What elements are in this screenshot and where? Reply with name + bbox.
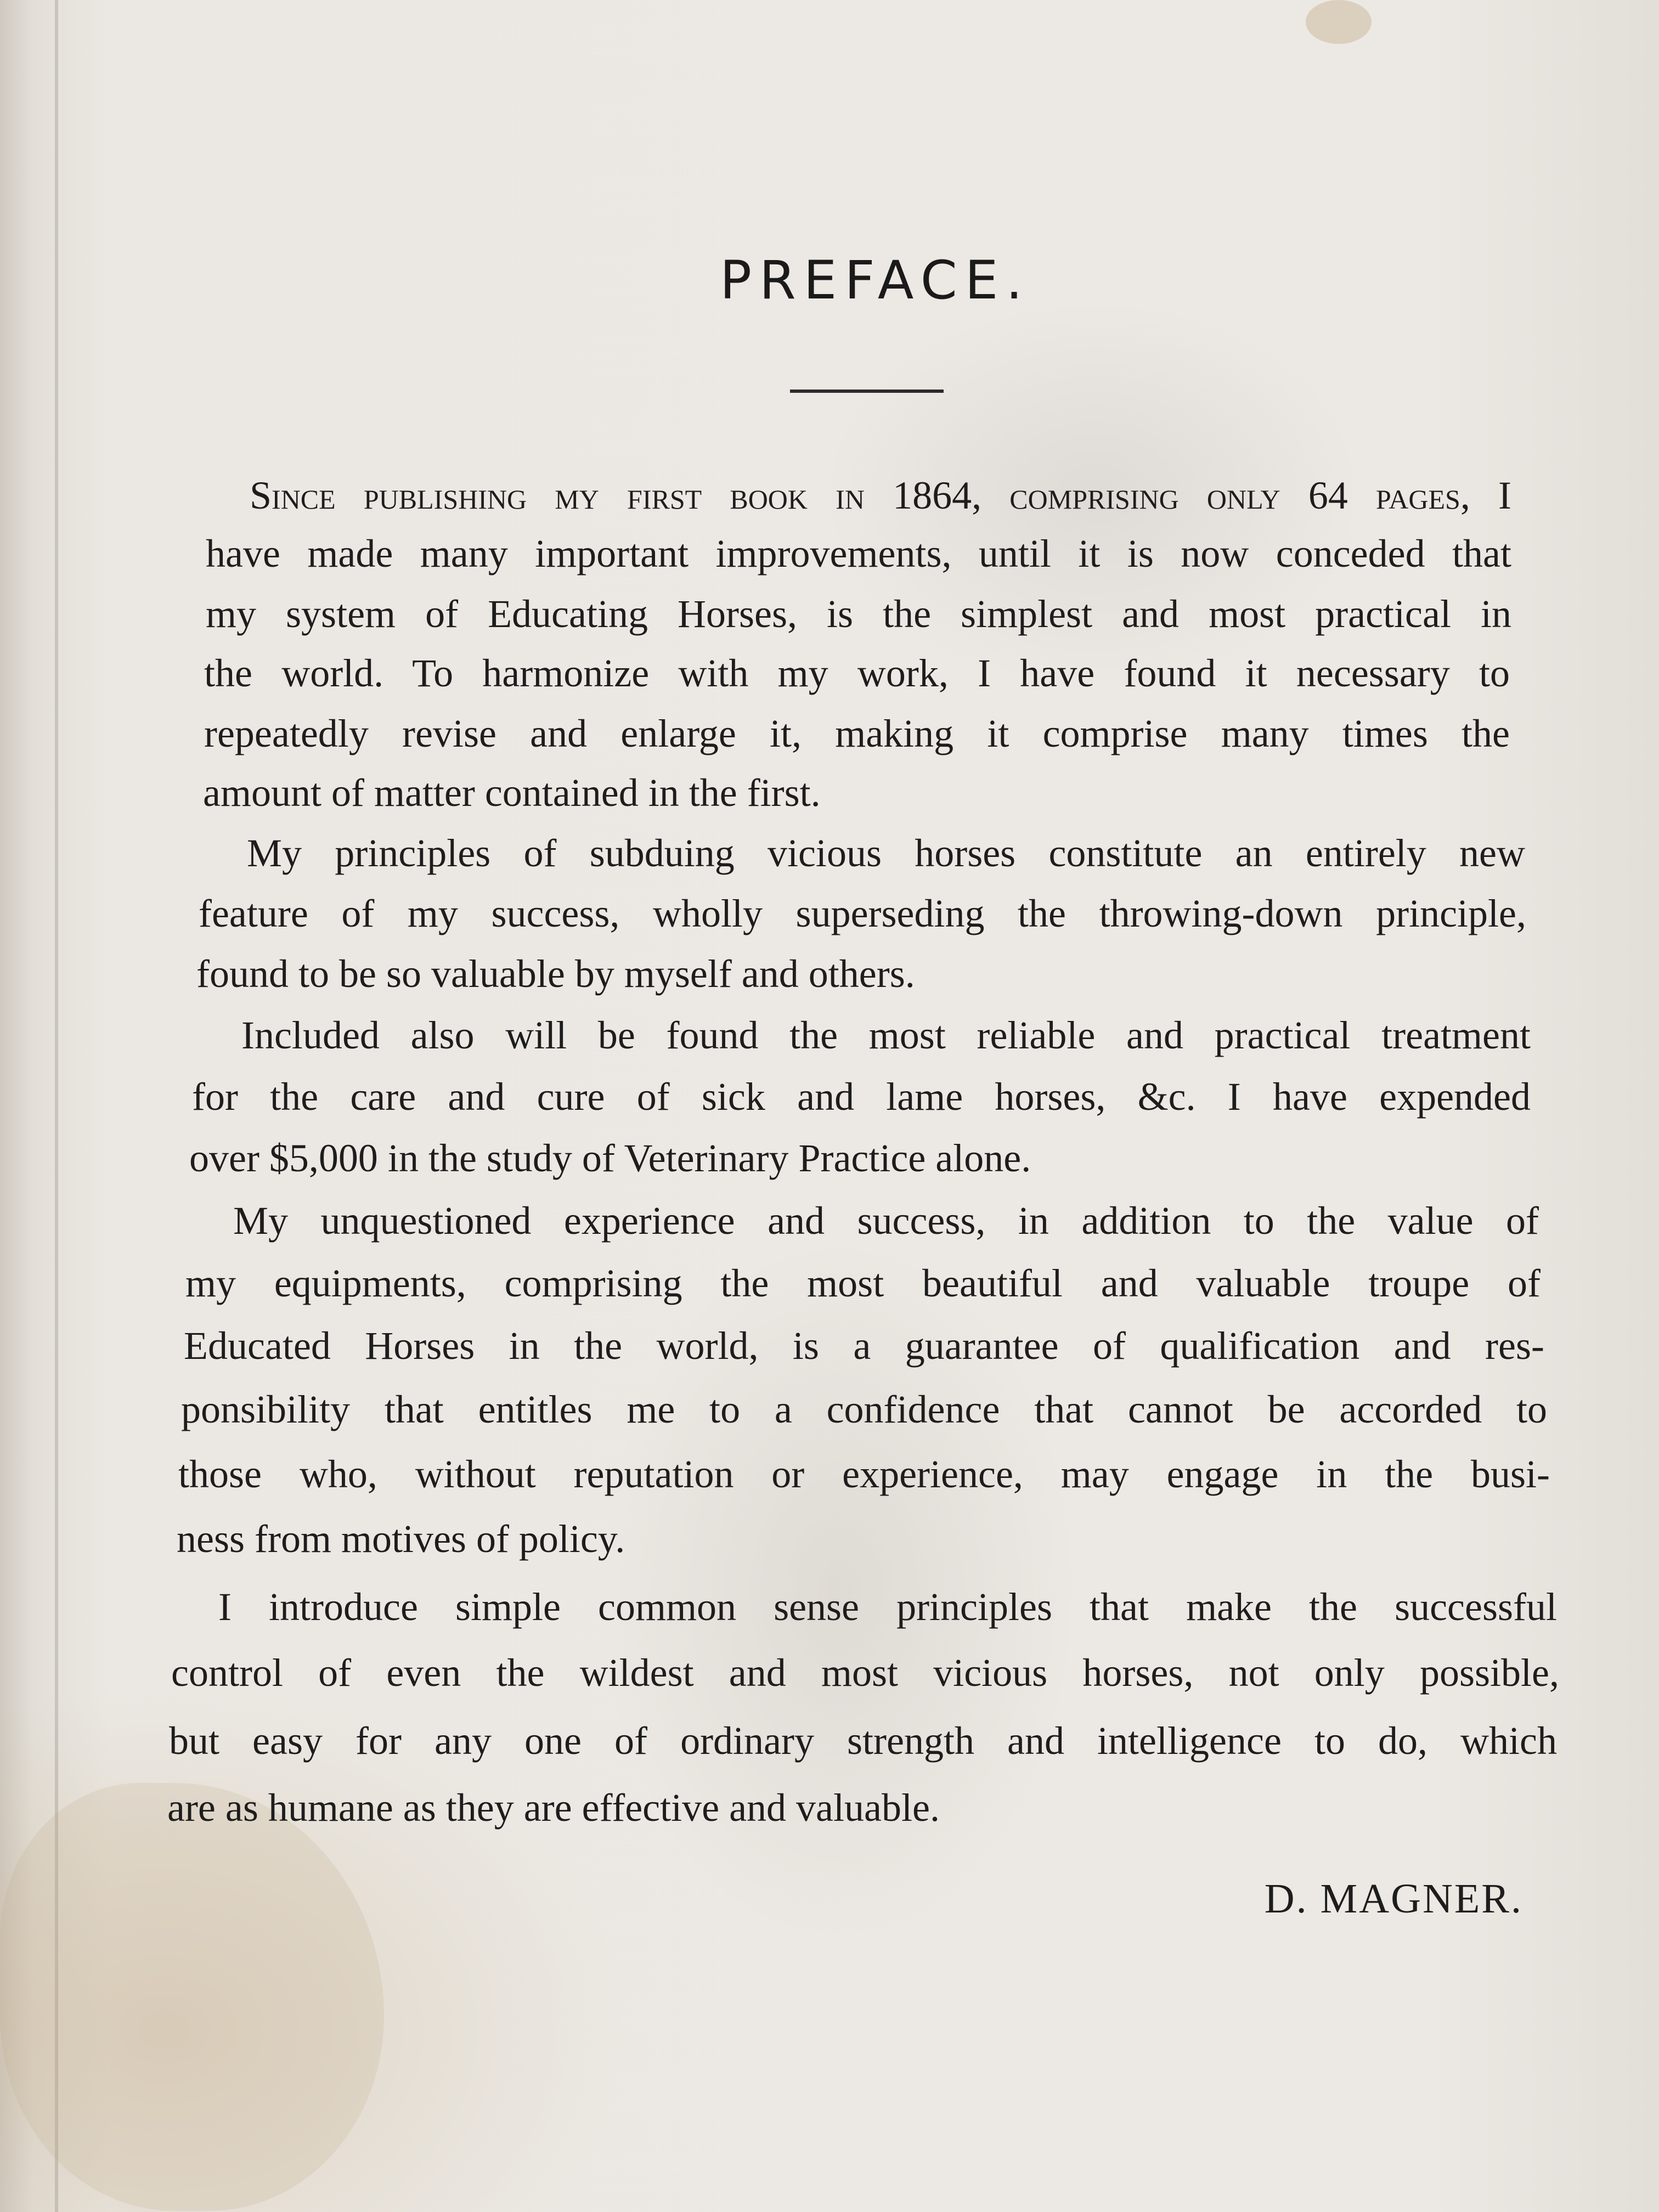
text-line: ponsibility that entitles me to a confidence that cannot be accorded to [181, 1387, 1547, 1431]
text-line: the world. To harmonize with my work, I have found it necessary to [204, 651, 1510, 695]
text-line: those who, without reputation or experience, may engage in the busi- [178, 1452, 1550, 1496]
text-line: Since publishing my first book in 1864, comprising only 64 pages, I [250, 473, 1511, 517]
text-line: amount of matter contained in the first. [203, 771, 821, 815]
text-line: My unquestioned experience and success, in addition to the value of [233, 1199, 1539, 1243]
title-rule [790, 390, 944, 393]
text-line: my equipments, comprising the most beautiful and valuable troupe of [185, 1261, 1541, 1305]
water-stain [0, 1783, 384, 2211]
text-line: my system of Educating Horses, is the simplest and most practical in [206, 592, 1511, 636]
page-title: PREFACE. [720, 250, 1030, 311]
paper-stain [1306, 0, 1372, 44]
text-line: have made many important improvements, until it is now conceded that [206, 532, 1511, 575]
author-signature: D. MAGNER. [1264, 1876, 1523, 1922]
text-line: found to be so valuable by myself and others. [196, 952, 915, 996]
text-line: repeatedly revise and enlarge it, making it comprise many times the [204, 712, 1510, 755]
text-line: I introduce simple common sense principles that make the successful [218, 1585, 1557, 1629]
text-line: feature of my success, wholly superseding the throwing-down principle, [199, 891, 1526, 935]
text-line: over $5,000 in the study of Veterinary Practice alone. [189, 1136, 1031, 1180]
text-line: Included also will be found the most reliable and practical treatment [241, 1013, 1531, 1057]
text-line: Educated Horses in the world, is a guarantee of qualification and res- [184, 1324, 1544, 1368]
text-line: ness from motives of policy. [177, 1517, 625, 1561]
text-line: My principles of subduing vicious horses constitute an entirely new [247, 831, 1525, 875]
text-line: control of even the wildest and most vicious horses, not only possible, [171, 1651, 1559, 1695]
text-line: are as humane as they are effective and valuable. [167, 1786, 940, 1830]
text-line: but easy for any one of ordinary strength and intelligence to do, which [169, 1719, 1557, 1763]
text-line: for the care and cure of sick and lame horses, &c. I have expended [192, 1075, 1531, 1119]
